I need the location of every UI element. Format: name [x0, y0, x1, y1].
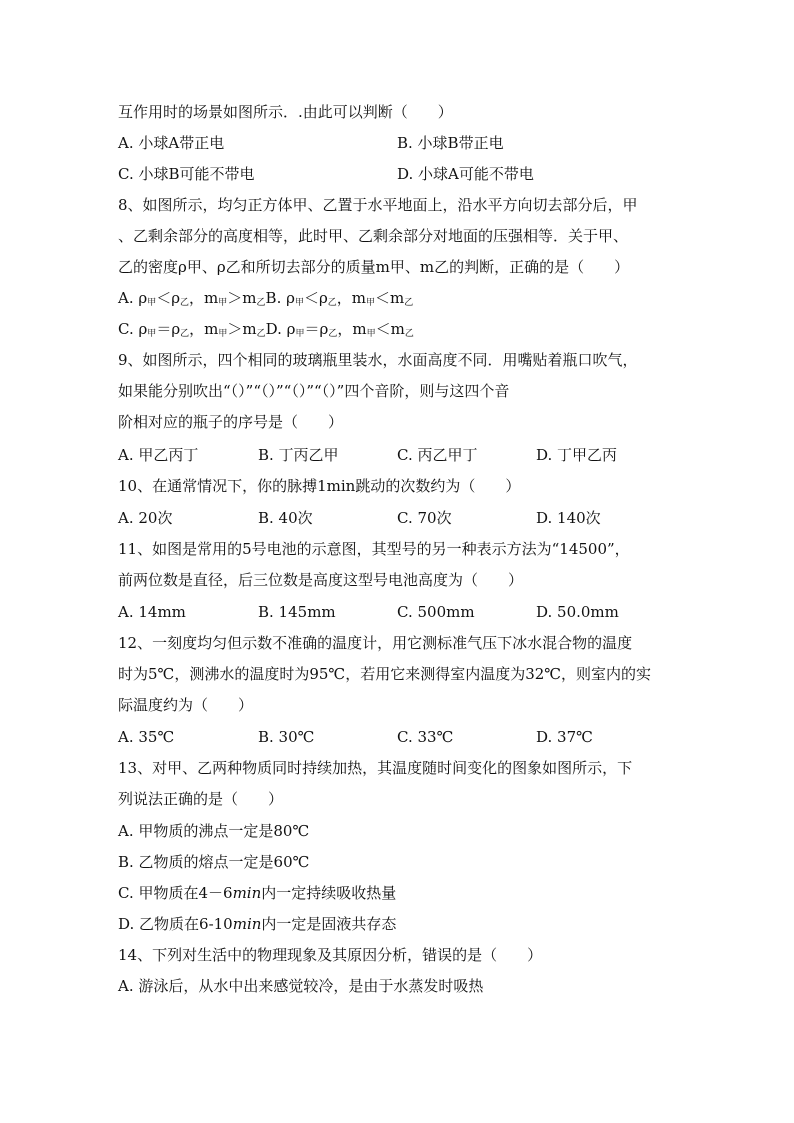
q7-text: 互作用时的场景如图所示．.由此可以判断（ ） [118, 103, 453, 121]
q9-option-b: B. 丁丙乙甲 [258, 446, 339, 464]
q9-text-line-2: 如果能分别吹出“（）”“（）”“（）”“（）”四个音阶，则与这四个音 [118, 382, 510, 400]
q10-option-d: D. 140次 [536, 509, 601, 527]
q8-b-part: ，m [336, 289, 367, 307]
q8-a-sub: 乙 [256, 298, 266, 308]
q8-text-line-3: 乙的密度ρ甲、ρ乙和所切去部分的质量m甲、m乙的判断，正确的是（ ） [118, 258, 630, 276]
q8-d-sub: 乙 [404, 329, 414, 339]
q13-c-unit: min [232, 884, 262, 902]
q13-option-b: B. 乙物质的熔点一定是60℃ [118, 853, 310, 871]
q8-b-sub: 甲 [294, 298, 304, 308]
q8-c-part: ＞m [227, 320, 257, 338]
q8-b-sub: 乙 [327, 298, 337, 308]
q8-d-part: ，m [337, 320, 367, 338]
q11-text-line-2: 前两位数是直径，后三位数是高度这型号电池高度为（ ） [118, 571, 524, 589]
q8-d-sub: 乙 [328, 329, 338, 339]
q8-d-sub: 甲 [366, 329, 376, 339]
q8-text-line-2: 、乙剩余部分的高度相等，此时甲、乙剩余部分对地面的压强相等．关于甲、 [118, 227, 629, 245]
q14-option-a: A. 游泳后，从水中出来感觉较冷，是由于水蒸发时吸热 [118, 977, 484, 995]
q8-b-sub: 甲 [366, 298, 376, 308]
q8-a-sub: 甲 [218, 298, 228, 308]
q8-c-sub: 乙 [180, 329, 190, 339]
q13-d-unit: min [232, 915, 262, 933]
q8-a-sub: 乙 [180, 298, 190, 308]
q8-a-part: ，m [189, 289, 219, 307]
q8-c-sub: 甲 [147, 329, 157, 339]
q13-c-post: 内一定持续吸收热量 [261, 884, 397, 902]
q10-option-a: A. 20次 [118, 509, 173, 527]
q8-c-sub: 乙 [256, 329, 266, 339]
q10-option-c: C. 70次 [397, 509, 452, 527]
q12-option-c: C. 33℃ [397, 728, 454, 746]
q13-d-post: 内一定是固液共存态 [261, 915, 397, 933]
q8-text-line-1: 8、如图所示，均匀正方体甲、乙置于水平地面上，沿水平方向切去部分后，甲 [118, 196, 638, 214]
q13-option-c [118, 883, 396, 903]
q8-d-sub: 甲 [295, 329, 305, 339]
q13-option-a: A. 甲物质的沸点一定是80℃ [118, 822, 310, 840]
q11-option-c: C. 500mm [397, 603, 475, 621]
q12-text-line-2: 时为5℃，测沸水的温度时为95℃，若用它来测得室内温度为32℃，则室内的实 [118, 665, 652, 683]
q13-text-line-1: 13、对甲、乙两种物质同时持续加热，其温度随时间变化的图象如图所示，下 [118, 759, 633, 777]
q8-c-part: C. ρ [118, 320, 148, 338]
q8-c-part: ＝ρ [156, 320, 181, 338]
q8-a-part: ＞m [227, 289, 257, 307]
q7-option-c: C. 小球B可能不带电 [118, 165, 255, 183]
q12-option-d: D. 37℃ [536, 728, 593, 746]
q9-option-a: A. 甲乙丙丁 [118, 446, 199, 464]
q8-options-cd [118, 319, 414, 344]
q8-a-sub: 甲 [147, 298, 157, 308]
q8-a-part: A. ρ [118, 289, 148, 307]
q9-text-line-1: 9、如图所示，四个相同的玻璃瓶里装水，水面高度不同．用嘴贴着瓶口吹气， [118, 351, 638, 369]
q9-text-line-3: 阶相对应的瓶子的序号是（ ） [118, 413, 344, 431]
q10-option-b: B. 40次 [258, 509, 313, 527]
q8-a-part: ＜ρ [156, 289, 181, 307]
q8-c-part: ，m [189, 320, 219, 338]
q8-b-part: B. ρ [265, 289, 295, 307]
q7-option-b: B. 小球B带正电 [397, 134, 504, 152]
q8-options-ab [118, 288, 413, 313]
q12-text-line-3: 际温度约为（ ） [118, 696, 254, 714]
q12-text-line-1: 12、一刻度均匀但示数不准确的温度计，用它测标准气压下冰水混合物的温度 [118, 634, 633, 652]
q8-d-part: D. ρ [265, 320, 296, 338]
q13-option-d [118, 914, 396, 934]
q13-c-pre: C. 甲物质在4－6 [118, 884, 233, 902]
q11-option-d: D. 50.0mm [536, 603, 619, 621]
q13-d-pre: D. 乙物质在6-10 [118, 915, 233, 933]
q8-b-sub: 乙 [404, 298, 414, 308]
q9-option-c: C. 丙乙甲丁 [397, 446, 478, 464]
q8-d-part: ＝ρ [304, 320, 329, 338]
q11-option-b: B. 145mm [258, 603, 336, 621]
q12-option-a: A. 35℃ [118, 728, 175, 746]
q11-text-line-1: 11、如图是常用的5号电池的示意图，其型号的另一种表示方法为“14500”， [118, 540, 630, 558]
q12-option-b: B. 30℃ [258, 728, 315, 746]
q8-d-part: ＜m [375, 320, 405, 338]
q8-b-part: ＜ρ [303, 289, 328, 307]
q9-option-d: D. 丁甲乙丙 [536, 446, 618, 464]
q11-option-a: A. 14mm [118, 603, 186, 621]
q7-option-a: A. 小球A带正电 [118, 134, 225, 152]
q10-text: 10、在通常情况下，你的脉搏1min跳动的次数约为（ ） [118, 477, 521, 495]
q7-option-d: D. 小球A可能不带电 [397, 165, 534, 183]
q8-b-part: ＜m [375, 289, 405, 307]
q14-text: 14、下列对生活中的物理现象及其原因分析，错误的是（ ） [118, 946, 543, 964]
q13-text-line-2: 列说法正确的是（ ） [118, 790, 284, 808]
q8-c-sub: 甲 [218, 329, 228, 339]
